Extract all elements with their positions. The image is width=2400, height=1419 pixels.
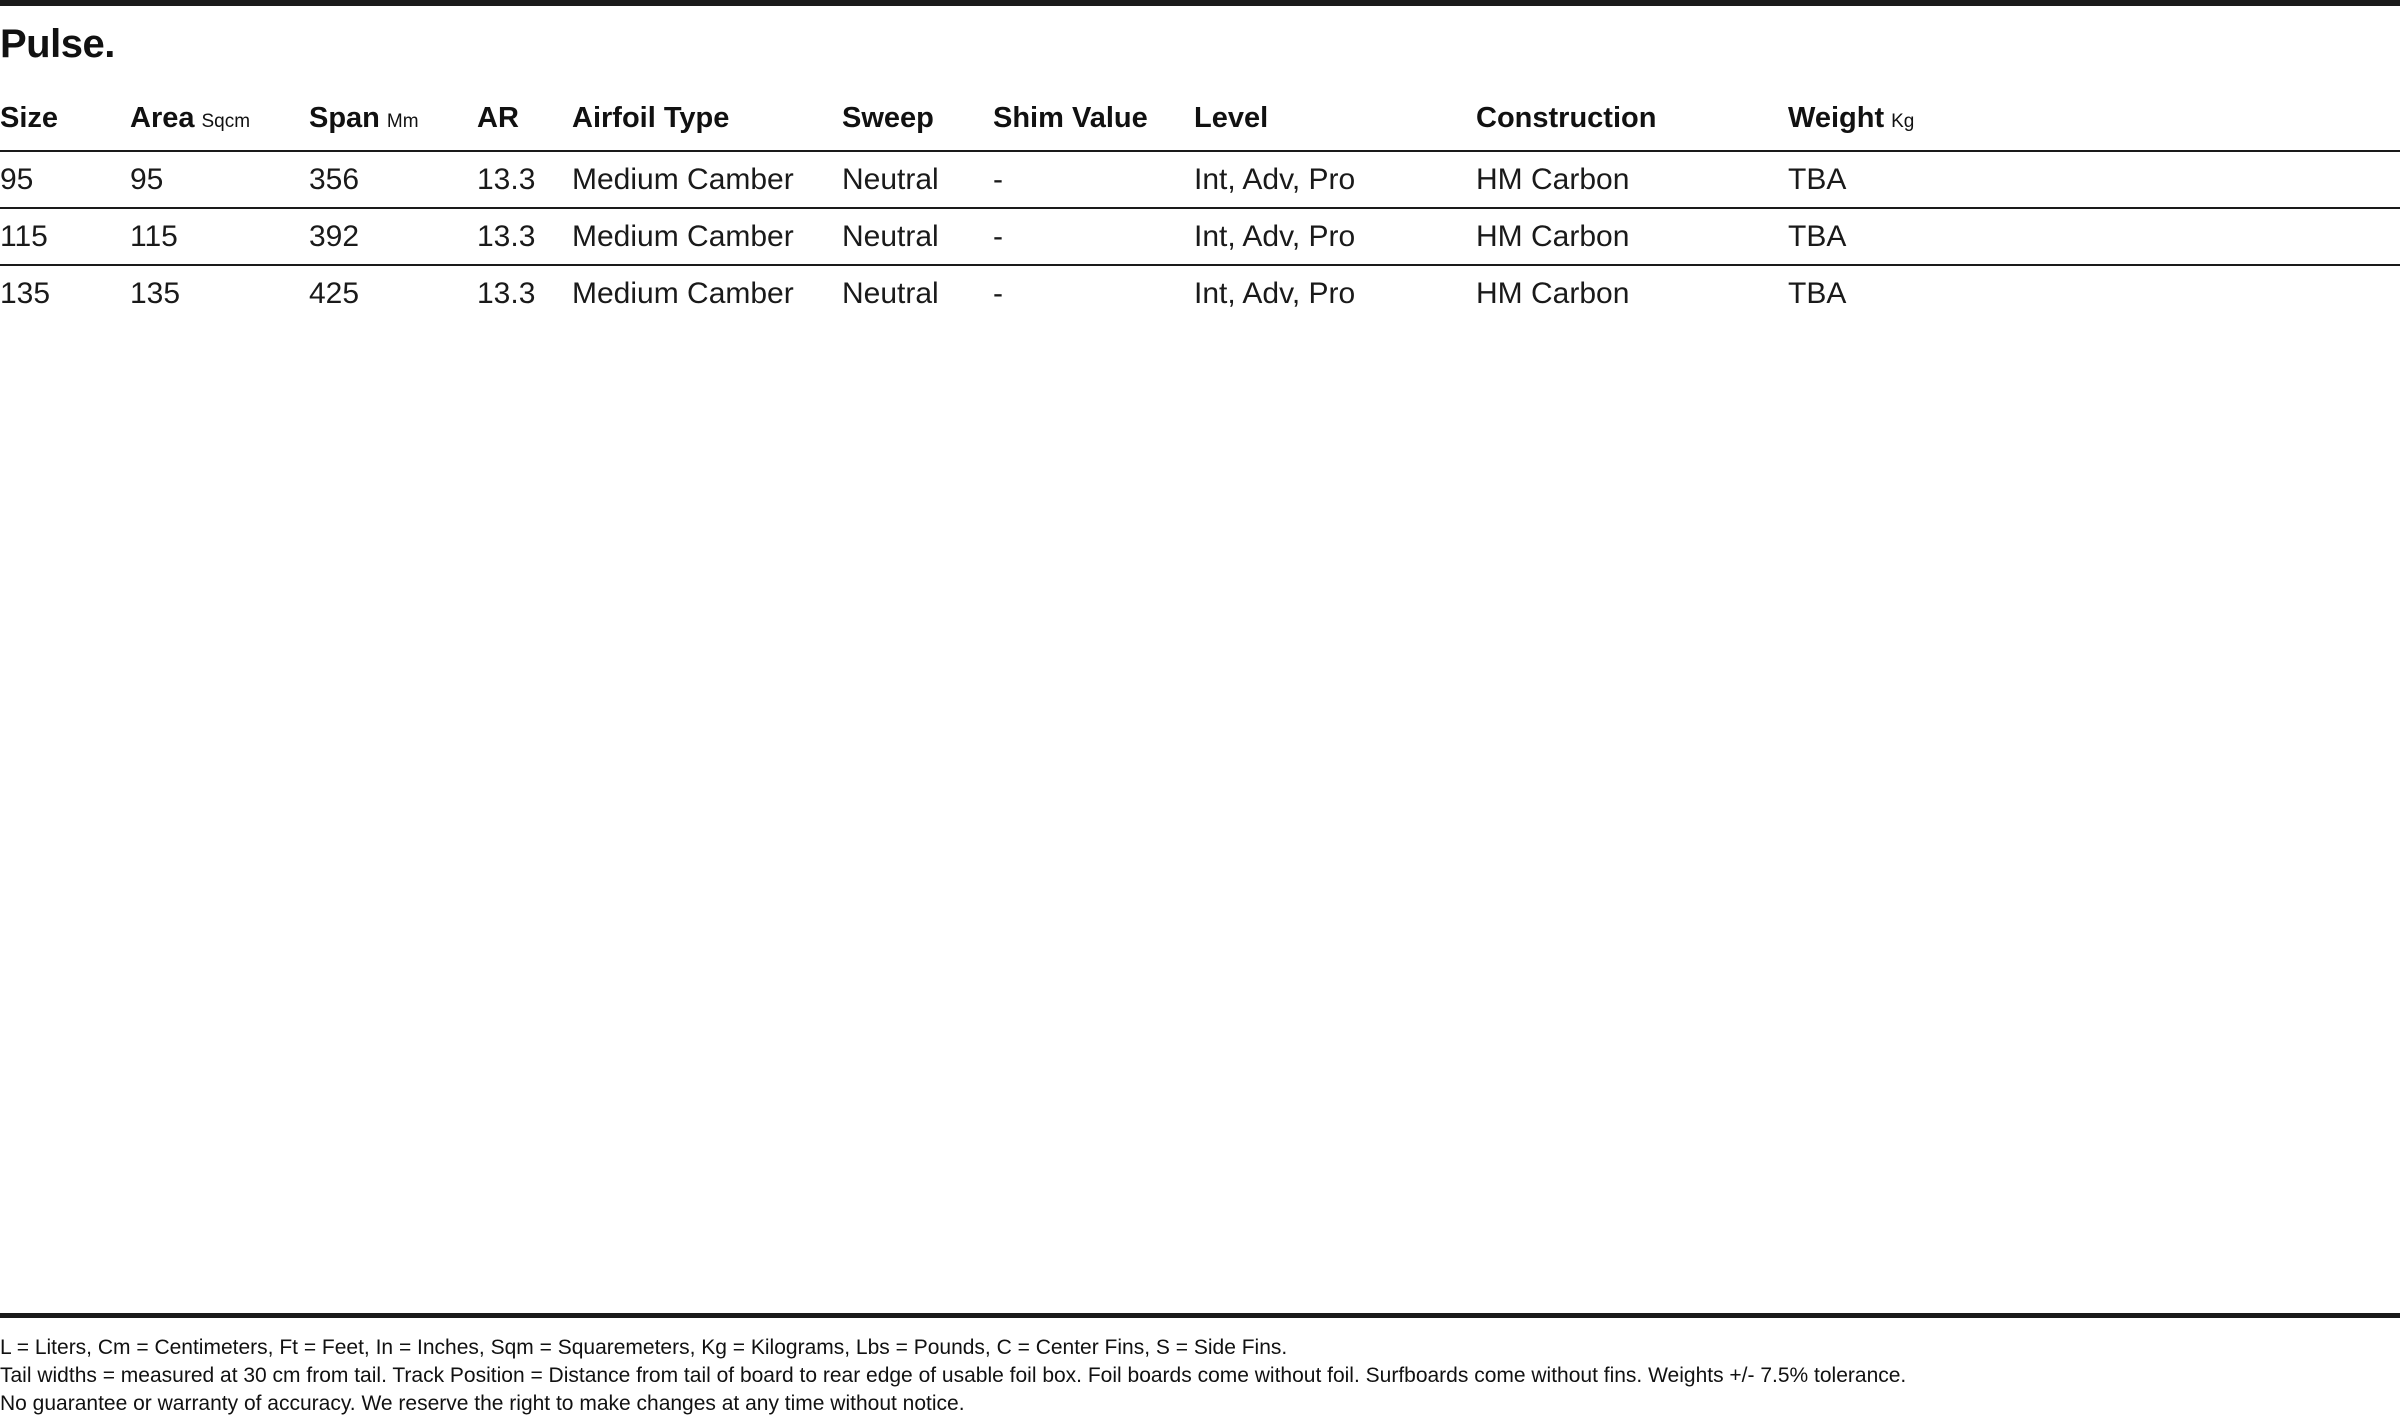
cell-airfoil-type: Medium Camber [572,276,794,310]
cell-weight: TBA [1788,208,2400,265]
table-row [0,265,2400,321]
cell-area: 115 [130,208,309,265]
cell-area: 135 [130,276,181,310]
unit-label: Mm [386,110,419,132]
cell-size: 115 [0,208,130,265]
cell-construction: HM Carbon [1476,276,1630,310]
cell-construction: HM Carbon [1476,208,1788,265]
cell-sweep: Neutral [842,276,939,310]
table-row [0,151,2400,208]
unit-label: Sqcm [201,110,251,132]
cell-weight: TBA [1788,151,2400,208]
page-title: Pulse. [0,22,115,66]
cell-sweep: Neutral [842,151,993,208]
table-header-row [0,86,2400,151]
cell-size: 135 [0,276,51,310]
cell-airfoil-type: Medium Camber [572,151,842,208]
cell-area: 95 [130,151,309,208]
col-header-area: Area Sqcm [130,86,309,151]
top-divider [0,0,2400,6]
footnote-abbreviations: L = Liters, Cm = Centimeters, Ft = Feet, In = Inches, Sqm = Squaremeters, Kg = Kilograms, Lbs = Pounds, C = Center Fins, S = Side Fins. [0,1336,1288,1359]
footnote-measurements: Tail widths = measured at 30 cm from tail. Track Position = Distance from tail of board to rear edge of usable foil box. Foil boards come without foil. Surfboards come without fins. Weights +/- 7.5% tolerance. [0,1364,1907,1387]
cell-sweep: Neutral [842,208,993,265]
cell-weight: TBA [1788,276,1847,310]
col-header-span: Span Mm [309,86,477,151]
cell-ar: 13.3 [477,276,536,310]
cell-level: Int, Adv, Pro [1194,151,1476,208]
col-header-construction: Construction [1476,86,1788,151]
col-header-shim-value: Shim Value [993,86,1194,151]
col-header-sweep: Sweep [842,86,993,151]
col-header-level: Level [1194,86,1476,151]
cell-level: Int, Adv, Pro [1194,276,1356,310]
cell-shim-value: - [993,276,1003,310]
col-header-size: Size [0,86,130,151]
cell-span: 392 [309,208,477,265]
footer-divider [0,1313,2400,1318]
cell-airfoil-type: Medium Camber [572,208,842,265]
cell-span: 356 [309,151,477,208]
unit-label: Kg [1891,110,1915,132]
cell-shim-value: - [993,208,1194,265]
cell-construction: HM Carbon [1476,151,1788,208]
cell-size: 95 [0,151,130,208]
cell-level: Int, Adv, Pro [1194,208,1476,265]
cell-span: 425 [309,276,360,310]
col-header-weight: Weight Kg [1788,86,2400,151]
cell-ar: 13.3 [477,151,572,208]
col-header-ar: AR [477,86,572,151]
cell-shim-value: - [993,151,1194,208]
col-header-airfoil-type: Airfoil Type [572,86,842,151]
table-row [0,208,2400,265]
spec-table [0,86,2400,321]
footnote-disclaimer: No guarantee or warranty of accuracy. We reserve the right to make changes at any time without notice. [0,1392,965,1415]
footnotes [0,1334,1906,1418]
cell-ar: 13.3 [477,208,572,265]
